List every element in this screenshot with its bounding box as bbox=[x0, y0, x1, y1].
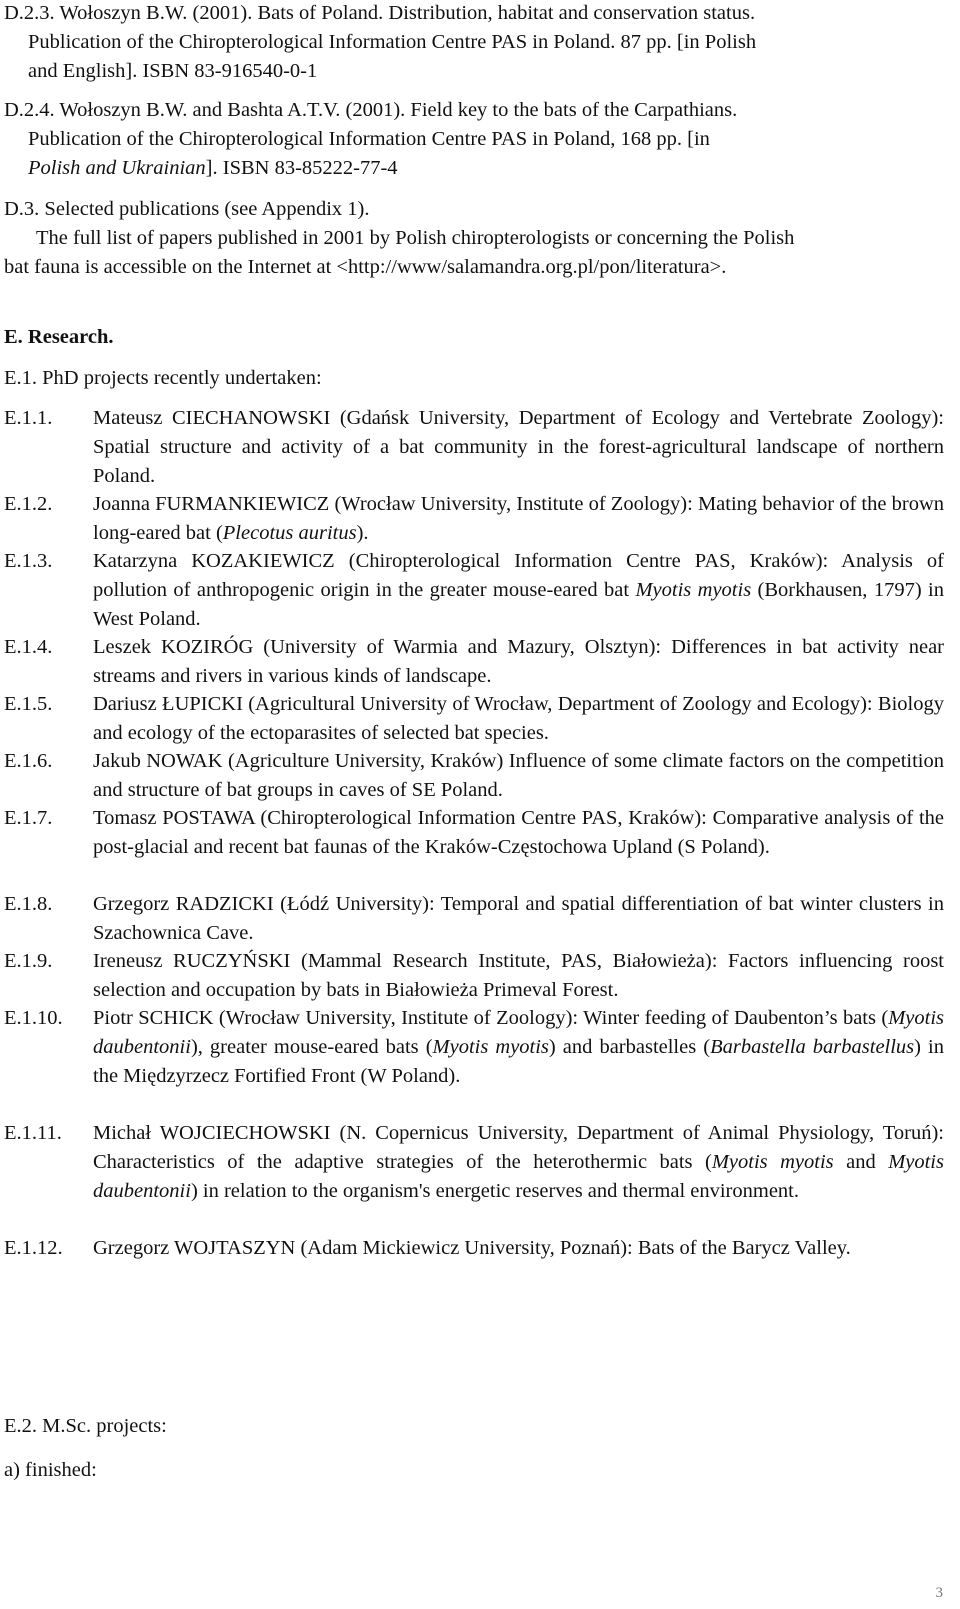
project-number: E.1.4. bbox=[4, 636, 53, 658]
project-text: Piotr SCHICK (Wrocław University, Institute of Zoology): Winter feeding of Daubenton’s bats (Myotis daubentonii), greater mouse-eared bats (Myotis myotis) and barbastelles (Barbastella barbastellus) in the Międzyrzecz Fortified Front (W Poland). bbox=[93, 1007, 944, 1087]
project-number: E.1.11. bbox=[4, 1122, 62, 1144]
section-e-title: E. Research. bbox=[4, 326, 114, 348]
section-d3-line: The full list of papers published in 2001 by Polish chiropterologists or concerning the Polish bbox=[36, 227, 795, 249]
page-number: 3 bbox=[935, 1585, 943, 1601]
project-text: Dariusz ŁUPICKI (Agricultural University of Wrocław, Department of Zoology and Ecology): Biology and ecology of the ectoparasites of selected bat species. bbox=[93, 693, 944, 744]
reference-d24 bbox=[4, 96, 944, 183]
project-number: E.1.7. bbox=[4, 807, 53, 829]
reference-line: D.2.3. Wołoszyn B.W. (2001). Bats of Poland. Distribution, habitat and conservation status. bbox=[4, 2, 756, 24]
project-number: E.1.6. bbox=[4, 750, 53, 772]
reference-line: D.2.4. Wołoszyn B.W. and Bashta A.T.V. (2001). Field key to the bats of the Carpathians. bbox=[4, 99, 738, 121]
reference-italic: Polish and Ukrainian bbox=[28, 157, 206, 179]
project-text: Leszek KOZIRÓG (University of Warmia and Mazury, Olsztyn): Differences in bat activity near streams and rivers in various kinds of landscape. bbox=[93, 636, 944, 687]
project-text: Michał WOJCIECHOWSKI (N. Copernicus University, Department of Animal Physiology, Toruń): Characteristics of the adaptive strategies of the heterothermic bats (Myotis myotis and Myotis daubentonii) in relation to the organism's energetic reserves and thermal environment. bbox=[93, 1122, 944, 1202]
project-number: E.1.8. bbox=[4, 893, 53, 915]
section-e1-subtitle: E.1. PhD projects recently undertaken: bbox=[4, 367, 322, 389]
project-text: Katarzyna KOZAKIEWICZ (Chiropterological Information Centre PAS, Kraków): Analysis of pollution of anthropogenic origin in the greater mouse-eared bat Myotis myotis (Borkhausen, 1797) in West Poland. bbox=[93, 550, 944, 630]
reference-line bbox=[4, 154, 944, 183]
project-text: Mateusz CIECHANOWSKI (Gdańsk University, Department of Ecology and Vertebrate Zoology): Spatial structure and activity of a bat community in the forest-agricultural landscape of northern Poland. bbox=[93, 407, 944, 487]
project-number: E.1.2. bbox=[4, 493, 53, 515]
project-text: Joanna FURMANKIEWICZ (Wrocław University, Institute of Zoology): Mating behavior of the brown long-eared bat (Plecotus auritus). bbox=[93, 493, 944, 544]
reference-line: and English]. ISBN 83-916540-0-1 bbox=[28, 60, 318, 82]
project-text: Tomasz POSTAWA (Chiropterological Information Centre PAS, Kraków): Comparative analysis of the post-glacial and recent bat faunas of the Kraków-Częstochowa Upland (S Poland). bbox=[93, 807, 944, 858]
project-number: E.1.5. bbox=[4, 693, 53, 715]
reference-d23 bbox=[4, 0, 944, 86]
section-d3-title: D.3. Selected publications (see Appendix 1). bbox=[4, 198, 370, 220]
project-number: E.1.1. bbox=[4, 407, 53, 429]
section-e2-sub: a) finished: bbox=[4, 1459, 97, 1481]
project-text: Grzegorz RADZICKI (Łódź University): Temporal and spatial differentiation of bat winter clusters in Szachownica Cave. bbox=[93, 893, 944, 944]
section-d3-line: bat fauna is accessible on the Internet at <http://www/salamandra.org.pl/pon/literatura>. bbox=[4, 256, 727, 278]
project-number: E.1.3. bbox=[4, 550, 53, 572]
reference-line: Publication of the Chiropterological Information Centre PAS in Poland, 168 pp. [in bbox=[28, 128, 710, 150]
project-number: E.1.12. bbox=[4, 1237, 63, 1259]
project-text: Ireneusz RUCZYŃSKI (Mammal Research Institute, PAS, Białowieża): Factors influencing roost selection and occupation by bats in Białowieża Primeval Forest. bbox=[93, 950, 944, 1001]
section-e2-title: E.2. M.Sc. projects: bbox=[4, 1415, 167, 1437]
project-number: E.1.9. bbox=[4, 950, 53, 972]
reference-line: Publication of the Chiropterological Information Centre PAS in Poland. 87 pp. [in Polish bbox=[28, 31, 757, 53]
project-text: Grzegorz WOJTASZYN (Adam Mickiewicz University, Poznań): Bats of the Barycz Valley. bbox=[93, 1237, 851, 1259]
reference-isbn: ]. ISBN 83-85222-77-4 bbox=[205, 157, 398, 179]
project-number: E.1.10. bbox=[4, 1007, 63, 1029]
project-text: Jakub NOWAK (Agriculture University, Kraków) Influence of some climate factors on the competition and structure of bat groups in caves of SE Poland. bbox=[93, 750, 944, 801]
